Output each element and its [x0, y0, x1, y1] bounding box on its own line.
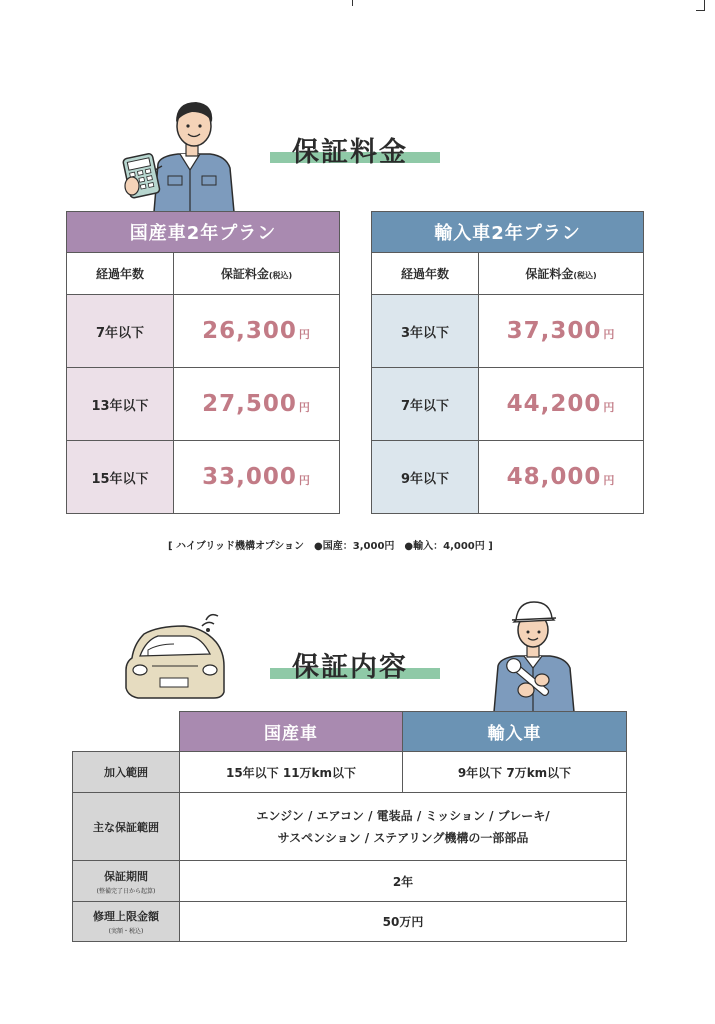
domestic-years-cell: 15年以下 — [67, 441, 174, 514]
imported-fee-header: 保証料金(税込) — [479, 253, 644, 295]
coverage-scope-value — [180, 793, 627, 861]
domestic-years-header: 経過年数 — [67, 253, 174, 295]
coverage-scope-label: 主な保証範囲 — [73, 793, 180, 861]
warranty-period-value: 2年 — [180, 861, 627, 902]
domestic-price-cell: 26,300 円 — [174, 295, 340, 368]
enroll-range-label: 加入範囲 — [73, 752, 180, 793]
warranty-period-label — [73, 861, 180, 902]
crop-mark — [704, 0, 705, 10]
imported-plan-header: 輸入車2年プラン — [372, 212, 644, 253]
man-with-calculator-icon — [118, 96, 236, 214]
domestic-years-cell: 7年以下 — [67, 295, 174, 368]
imported-years-cell: 3年以下 — [372, 295, 479, 368]
enroll-range-domestic: 15年以下 11万km以下 — [180, 752, 403, 793]
coverage-scope-line: エンジン / エアコン / 電装品 / ミッション / ブレーキ/ — [256, 808, 550, 823]
imported-years-header: 経過年数 — [372, 253, 479, 295]
enroll-range-imported: 9年以下 7万km以下 — [403, 752, 627, 793]
warranty-period-label-text: 保証期間 — [104, 869, 148, 883]
coverage-table — [72, 711, 627, 942]
domestic-fee-header: 保証料金(税込) — [174, 253, 340, 295]
repair-limit-sub: (実額・税込) — [108, 928, 144, 935]
fee-section-title: 保証料金 — [292, 137, 408, 168]
coverage-header-blank — [73, 712, 180, 752]
coverage-imported-header: 輸入車 — [403, 712, 627, 752]
car-icon — [118, 608, 230, 704]
warranty-period-sub: (整備完了日から起算) — [96, 887, 156, 895]
imported-price-table — [371, 211, 644, 514]
coverage-domestic-header: 国産車 — [180, 712, 403, 752]
imported-years-cell: 7年以下 — [372, 368, 479, 441]
domestic-price-cell: 27,500 円 — [174, 368, 340, 441]
repair-limit-label — [73, 902, 180, 942]
content-section-title: 保証内容 — [292, 652, 408, 683]
domestic-price-cell: 33,000 円 — [174, 441, 340, 514]
imported-price-cell: 44,200 円 — [479, 368, 644, 441]
hybrid-option-note: [ ハイブリッド機構オプション ●国産：3,000円 ●輸入：4,000円 ] — [168, 541, 493, 552]
imported-years-cell: 9年以下 — [372, 441, 479, 514]
domestic-plan-header: 国産車2年プラン — [67, 212, 340, 253]
imported-price-cell: 48,000 円 — [479, 441, 644, 514]
repair-limit-value: 50万円 — [180, 902, 627, 942]
mechanic-with-wrench-icon — [488, 596, 578, 712]
repair-limit-label-text: 修理上限金額 — [93, 910, 159, 923]
coverage-scope-line: サスペンション / ステアリング機構の一部部品 — [277, 830, 529, 845]
imported-price-cell: 37,300 円 — [479, 295, 644, 368]
crop-mark — [696, 10, 705, 11]
crop-mark — [352, 0, 353, 6]
domestic-years-cell: 13年以下 — [67, 368, 174, 441]
domestic-price-table — [66, 211, 340, 514]
